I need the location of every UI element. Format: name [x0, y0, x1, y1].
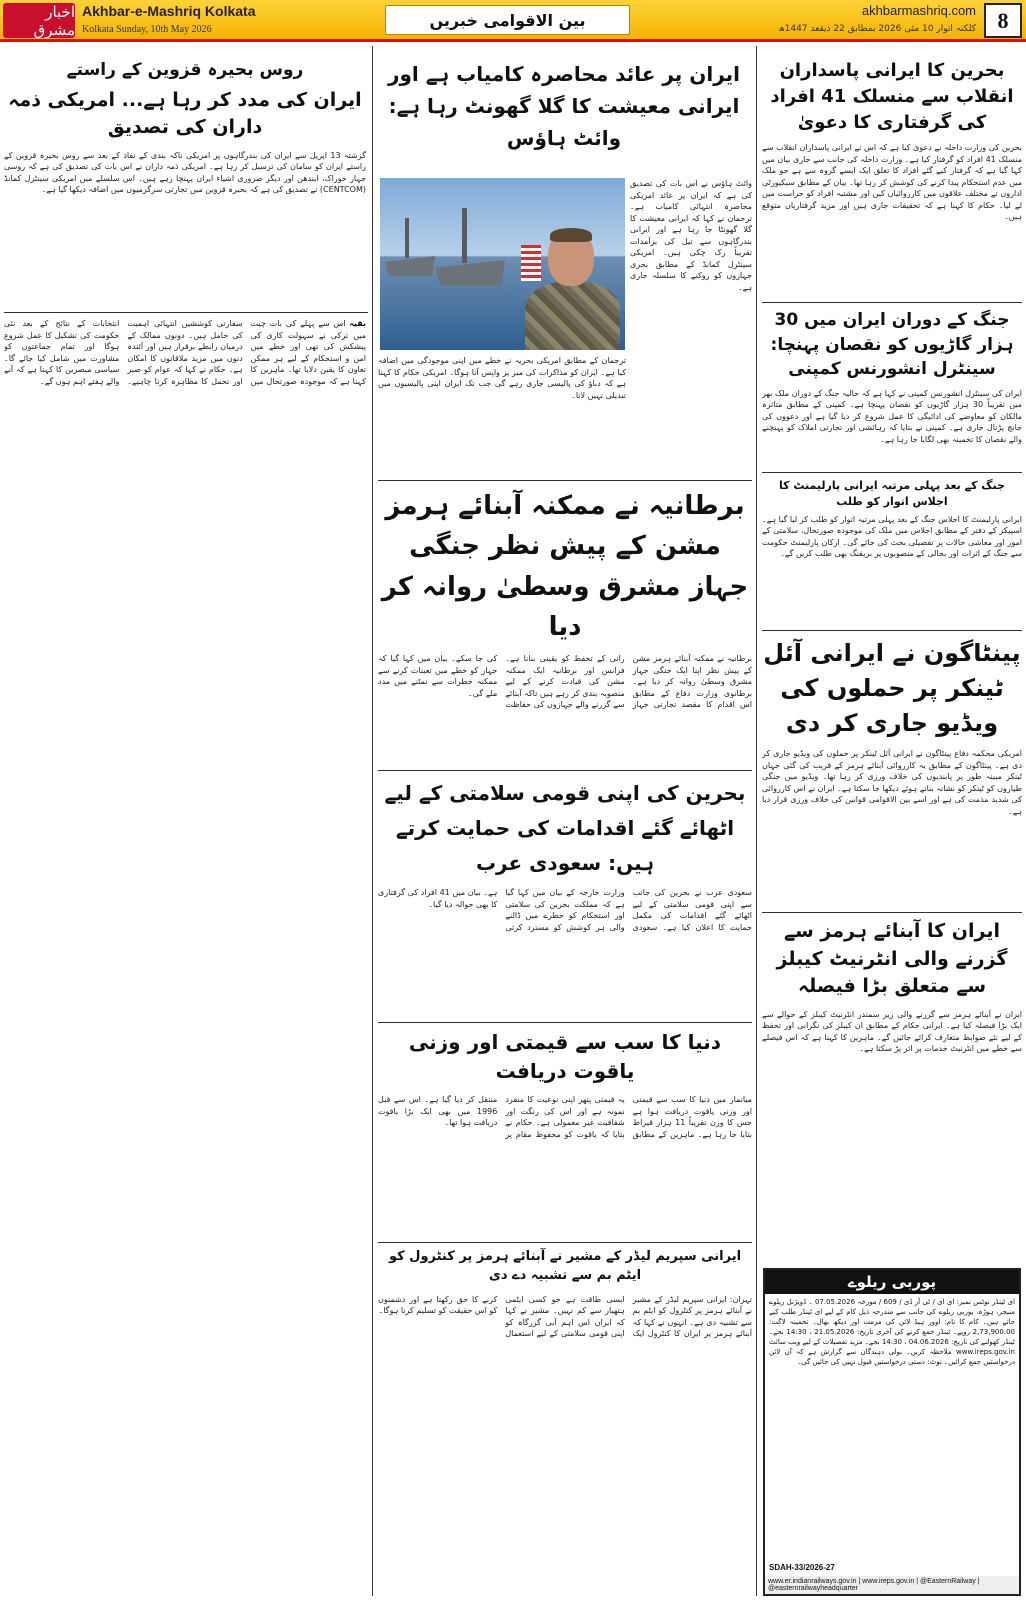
- ad-code: SDAH-33/2026-27: [769, 1563, 835, 1572]
- website-url: akhbarmashriq.com: [861, 3, 976, 18]
- article-body: برطانیہ نے ممکنہ آبنائے ہرمز مشن کے پیش نظر اپنا ایک جنگی جہاز مشرق وسطیٰ روانہ کر دیا ہے۔ برطانوی وزارت دفاع کے مطابق اس اقدام کا مقصد تجارتی جہاز رانی کے تحفظ کو یقینی بنانا ہے۔ فرانس اور برطانیہ ایک ممکنہ مشن کی قیادت کرنے کے لیے منصوبہ بندی کر رہے ہیں تاکہ آبنائے سے گزرنے والے جہازوں کی حفاظت کی جا سکے۔ بیان میں کہا گیا کہ جہاز کو خطے میں تعینات کرنے سے ممکنہ خطرات سے نمٹنے میں مدد ملے گی۔: [378, 654, 752, 710]
- article-body: تہران: ایرانی سپریم لیڈر کے مشیر نے آبنائے ہرمز پر کنٹرول کو ایٹم بم سے تشبیہ دی ہے۔ انہوں نے کہا کہ آبنائے ہرمز پر ایران کا کنٹرول ایک ایسی طاقت ہے جو کسی ایٹمی ہتھیار سے کم نہیں۔ مشیر نے کہا کہ ایران اس اہم آبی گزرگاہ کو اپنی قومی سلامتی کے لیے استعمال کرنے کا حق رکھتا ہے اور دشمنوں کو اس حقیقت کو تسلیم کرنا ہوگا۔: [378, 1294, 752, 1339]
- headline-top: روس بحیرہ قزوین کے راستے: [66, 60, 304, 80]
- continued-body: [4, 318, 366, 387]
- headline: جنگ کے دوران ایران میں 30 ہزار گاڑیوں کو نقصان پہنچا: سینٹرل انشورنس کمپنی: [770, 310, 1014, 380]
- article-body: ایرانی پارلیمنٹ کا اجلاس جنگ کے بعد پہلی مرتبہ اتوار کو طلب کر لیا گیا ہے۔ اسپیکر کے دفتر کے مطابق اجلاس میں ملک کی موجودہ صورتحال، سلامتی کے امور اور معاشی حالات پر تفصیلی بحث کی جائے گی۔ ارکان پارلیمنٹ حکومت سے جنگ کے اثرات اور بحالی کے منصوبوں پر بریفنگ بھی طلب کریں گے۔: [762, 514, 1022, 559]
- flag-icon: [521, 245, 541, 281]
- headline: دنیا کا سب سے قیمتی اور وزنی یاقوت دریافت: [408, 1030, 722, 1083]
- divider: [762, 912, 1022, 913]
- article-insurance: [762, 308, 1022, 468]
- divider: [4, 312, 368, 313]
- headline: ایران کا آبنائے ہرمز سے گزرنے والی انٹرنیٹ کیبلز سے متعلق بڑا فیصلہ: [776, 920, 1008, 998]
- article-body: ایران نے آبنائے ہرمز سے گزرنے والی زیر سمندر انٹرنیٹ کیبلز کے حوالے سے ایک بڑا فیصلہ کیا ہے۔ ایرانی حکام کے مطابق ان کیبلز کی نگرانی اور تحفظ کے لیے نئے ضوابط متعارف کرائے جائیں گے۔ ماہرین کا کہنا ہے کہ اس فیصلے سے خطے میں انٹرنیٹ خدمات پر اثر پڑ سکتا ہے۔: [762, 1009, 1022, 1054]
- article-pentagon: [762, 636, 1022, 908]
- dateline: Kolkata Sunday, 10th May 2026: [82, 24, 212, 35]
- headline: بحرین کی اپنی قومی سلامتی کے لیے اٹھائے گئے اقدامات کی حمایت کرتے ہیں: سعودی عرب: [384, 781, 746, 875]
- headline: ایران کی مدد کر رہا ہے... امریکی ذمہ داران کی تصدیق: [8, 88, 362, 139]
- article-body: ترجمان کے مطابق امریکی بحریہ نے خطے میں اپنی موجودگی میں اضافہ کیا ہے۔ ایران کو مذاکرات کی میز پر واپس آنا ہوگا۔ امریکی حکام کا کہنا ہے کہ دباؤ کی پالیسی جاری رہے گی جب تک ایران اپنی پالیسیوں میں تبدیلی نہیں لاتا۔: [378, 356, 626, 400]
- column-divider: [756, 46, 757, 1596]
- headline: ایران پر عائد محاصرہ کامیاب ہے اور ایرانی معیشت کا گلا گھونٹ رہا ہے: وائٹ ہاؤس: [387, 62, 741, 150]
- divider: [762, 630, 1022, 631]
- divider: [378, 770, 752, 771]
- divider: [762, 302, 1022, 303]
- newspaper-logo: اخبار مشرق: [3, 3, 75, 38]
- ad-title: پوربی ریلوے: [765, 1270, 1019, 1294]
- ad-body: ای ٹینڈر نوٹس نمبر: ای ای / ٹی آر ڈی / 609 / مورخہ 07.05.2026 ۔ ڈویژنل ریلوے منیجر، ہوڑہ، پوربی ریلوے کی جانب سے مندرجہ ذیل کام کے لیے ای ٹینڈر طلب کیے جاتے ہیں۔ کام کا نام: اوور ہیڈ لائن کی مرمت اور دیکھ بھال۔ تخمینہ لاگت: 2,73,900.00 روپے۔ ٹینڈر جمع کرنے کی آخری تاریخ: 21.05.2026 ، 14:30 بجے۔ ٹینڈر کھولنے کی تاریخ: 04.06.2026 ، 14:30 بجے۔ مزید تفصیلات کے لیے ویب سائٹ www.ireps.gov.in ملاحظہ کریں۔ بولی دہندگان سے گزارش ہے کہ آن لائن درخواستیں جمع کرائیں۔ نوٹ: دستی درخواستیں قبول نہیں کی جائیں گی۔: [769, 1298, 1015, 1366]
- article-parliament: [762, 478, 1022, 626]
- article-body: امریکی محکمہ دفاع پینٹاگون نے ایرانی آئل ٹینکر پر حملوں کی ویڈیو جاری کر دی ہے۔ پینٹاگون کے مطابق یہ کارروائی آبنائے ہرمز کے قریب کی گئی جہاں ٹینکر مبینہ طور پر پابندیوں کی خلاف ورزی کر رہا تھا۔ ویڈیو میں جنگی طیاروں کو ٹینکر کو نشانہ بناتے ہوئے دیکھا جا سکتا ہے۔ ایران نے اس کارروائی کی شدید مذمت کی ہے اور اسے بین الاقوامی قوانین کی خلاف ورزی قرار دیا ہے۔: [762, 749, 1022, 816]
- headline: پینٹاگون نے ایرانی آئل ٹینکر پر حملوں کی ویڈیو جاری کر دی: [763, 639, 1021, 737]
- section-title: بین الاقوامی خبریں: [385, 5, 630, 35]
- article-russia: [4, 58, 366, 308]
- article-body: بحرین کی وزارت داخلہ نے دعویٰ کیا ہے کہ اس نے ایرانی پاسداران انقلاب سے منسلک 41 افراد کو گرفتار کیا ہے۔ وزارت داخلہ کی جانب سے جاری بیان میں کہا گیا ہے کہ گرفتار کیے گئے افراد کا تعلق ایک ایسے گروہ سے ہے جو ملک میں عدم استحکام پیدا کرنے کی کوشش کر رہا تھا۔ بیان کے مطابق سیکیورٹی اداروں نے مختلف علاقوں میں کارروائیاں کیں اور مشتبہ افراد کو حراست میں لے لیا۔ حکام کا کہنا ہے کہ تحقیقات جاری ہیں اور مزید گرفتاریاں متوقع ہیں۔: [762, 143, 1022, 222]
- article-whitehouse-headline: [378, 58, 750, 176]
- article-whitehouse-body: [630, 178, 752, 478]
- headline: بحرین کا ایرانی پاسداران انقلاب سے منسلک 41 افراد کی گرفتاری کا دعویٰ: [770, 60, 1014, 134]
- person-in-uniform: [520, 230, 625, 350]
- headline: ایرانی سپریم لیڈر کے مشیر نے آبنائے ہرمز پر کنٹرول کو ایٹم بم سے تشبیہ دے دی: [388, 1249, 742, 1283]
- divider: [378, 480, 752, 481]
- brand-name: Akhbar-e-Mashriq Kolkata: [82, 3, 256, 19]
- article-whitehouse-body-2: [378, 355, 626, 475]
- article-body: وائٹ ہاؤس نے اس بات کی تصدیق کی ہے کہ ایران پر عائد امریکی محاصرہ انتہائی کامیاب ہے۔ ترجمان نے کہا کہ ایرانی معیشت کا گلا گھونٹا جا رہا ہے اور ایرانی بندرگاہوں سے تیل کی برآمدات تقریباً رک چکی ہیں۔ امریکی سینٹرل کمانڈ کے مطابق بحری جہازوں کو روکنے کا سلسلہ جاری ہے۔: [630, 179, 752, 292]
- continued-articles: [4, 318, 366, 1596]
- article-body: میانمار میں دنیا کا سب سے قیمتی اور وزنی یاقوت دریافت ہوا ہے جس کا وزن تقریباً 11 ہزار قیراط بتایا جا رہا ہے۔ ماہرین کے مطابق یہ قیمتی پتھر اپنی نوعیت کا منفرد نمونہ ہے اور اس کی رنگت اور شفافیت غیر معمولی ہے۔ حکام نے بتایا کہ یاقوت کو محفوظ مقام پر منتقل کر دیا گیا ہے۔ اس سے قبل 1996 میں بھی ایک بڑا یاقوت دریافت ہوا تھا۔: [378, 1095, 752, 1139]
- article-saudi: [378, 776, 752, 1018]
- page-number: 8: [984, 3, 1022, 38]
- article-britain: [378, 486, 752, 766]
- ad-footer: www.er.indianrailways.gov.in | www.ireps.gov.in | @EasternRailway | @easternrailwayheadquarter: [765, 1576, 1019, 1594]
- divider: [378, 1242, 752, 1243]
- divider: [762, 472, 1022, 473]
- article-body: ایران کی سینٹرل انشورنس کمپنی نے کہا ہے کہ حالیہ جنگ کے دوران ملک بھر میں تقریباً 30 ہزار گاڑیوں کو نقصان پہنچا ہے۔ کمپنی کے مطابق متاثرہ مالکان کو معاوضے کی ادائیگی کا عمل شروع کر دیا گیا ہے اور دعووں کی جانچ پڑتال جاری ہے۔ کمپنی نے بتایا کہ رہائشی اور تجارتی املاک کو پہنچنے والے نقصان کا تخمینہ بھی لگایا جا رہا ہے۔: [762, 388, 1022, 444]
- headline: برطانیہ نے ممکنہ آبنائے ہرمز مشن کے پیش نظر جنگی جہاز مشرق وسطیٰ روانہ کر دیا: [381, 491, 749, 642]
- headline: جنگ کے بعد پہلی مرتبہ ایرانی پارلیمنٹ کا اجلاس اتوار کو طلب: [779, 479, 1005, 508]
- article-sapphire: [378, 1028, 752, 1238]
- divider: [378, 1022, 752, 1023]
- continued-label: بقیہ: [349, 319, 366, 328]
- railway-advertisement: [763, 1268, 1021, 1596]
- article-body: گزشتہ 13 اپریل سے ایران کی بندرگاہوں پر امریکی ناکہ بندی کے نفاذ کے بعد سے روس بحیرہ قزوین کے راستے ایران کو سامان کی ترسیل کر رہا ہے۔ امریکی ذمہ داران نے اس بات کی تصدیق کی ہے کہ روسی جہاز خوراک، ایندھن اور دیگر ضروری اشیاء ایران پہنچا رہے ہیں۔ اس سلسلے میں امریکی سینٹرل کمانڈ (CENTCOM) نے تصدیق کی ہے کہ بحیرہ قزوین میں تجارتی سرگرمیوں میں اضافہ دیکھا گیا ہے۔: [4, 150, 366, 195]
- column-divider: [372, 46, 373, 1596]
- news-photo: [380, 178, 625, 350]
- masthead: [0, 0, 1026, 42]
- urdu-date: کلکتہ اتوار 10 مئی 2026 بمطابق 22 ذیقعد 1447ھ: [778, 24, 976, 34]
- article-bahrain: [762, 58, 1022, 298]
- article-body: سعودی عرب نے بحرین کی جانب سے اپنی قومی سلامتی کے لیے اٹھائے گئے اقدامات کی مکمل حمایت کا اعلان کیا ہے۔ سعودی وزارت خارجہ کے بیان میں کہا گیا ہے کہ مملکت بحرین کی سلامتی اور استحکام کو خطرے میں ڈالنے والی ہر کوشش کو مسترد کرتی ہے۔ بیان میں 41 افراد کی گرفتاری کا بھی حوالہ دیا گیا۔: [378, 888, 752, 932]
- continued-text: اس سے پہلے کی بات چیت میں ترکی نے سہولت کاری کی پیشکش کی تھی اور خطے میں امن و استحکام کے لیے ہر ممکن تعاون کا یقین دلایا تھا۔ ماہرین کا کہنا ہے کہ موجودہ صورتحال میں سفارتی کوششیں انتہائی اہمیت کی حامل ہیں۔ دونوں ممالک کے درمیان رابطے برقرار ہیں اور آئندہ دنوں میں مزید ملاقاتوں کا امکان ہے۔ حکام نے کہا کہ عوام کو صبر اور تحمل کا مظاہرہ کرنا چاہیے۔ انتخابات کے نتائج کے بعد نئی حکومت کی تشکیل کا عمل شروع ہوگا اور تمام جماعتوں کو مشاورت میں شامل کیا جائے گا۔ سیاسی مبصرین کا کہنا ہے کہ آنے والے ہفتے اہم ہوں گے۔: [4, 319, 366, 386]
- article-supreme: [378, 1248, 752, 1596]
- article-cables: [762, 918, 1022, 1260]
